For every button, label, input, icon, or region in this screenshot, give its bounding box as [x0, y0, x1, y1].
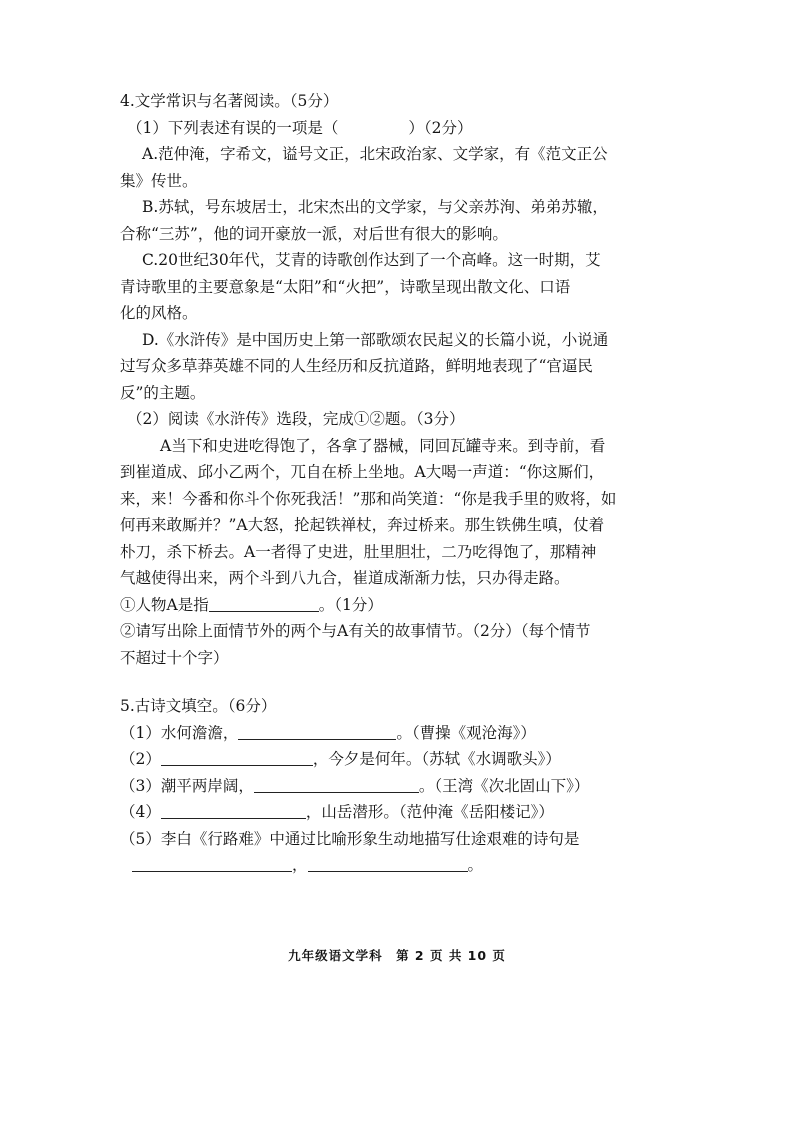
option-b-line1: B.苏轼，号东坡居士，北宋杰出的文学家，与父亲苏洵、弟弟苏辙， [142, 198, 608, 216]
option-d-line3: 反”的主题。 [120, 383, 206, 402]
option-c-line1: C.20世纪30年代，艾青的诗歌创作达到了一个高峰。这一时期，艾 [142, 251, 601, 269]
page-footer: 九年级语文学科 第 2 页 共 10 页 [288, 948, 506, 963]
character-answer-blank[interactable] [209, 595, 319, 612]
option-c-line2: 青诗歌里的主要意象是“太阳”和“火把”，诗歌呈现出散文化、口语 [120, 277, 571, 296]
passage-line3: 来，来！今番和你斗个你死我活！”那和尚笑道：“你是我手里的败将，如 [120, 489, 617, 508]
q5-item5-period: 。 [467, 856, 484, 874]
q5-item2 [120, 746, 675, 773]
q4-title: 4.文学常识与名著阅读。（5分） [120, 92, 339, 110]
passage-line2: 到崔道成、邱小乙两个，兀自在桥上坐地。A大喝一声道：“你这厮们， [120, 463, 605, 481]
q4-sub2-item1 [120, 592, 675, 619]
q4-item1-text: ①人物A是指 [120, 595, 209, 614]
q5-item3-source: 。（王湾《次北固山下》） [418, 776, 590, 795]
q4-sub1-score: ）（2分） [408, 118, 473, 137]
option-c-line3: 化的风格。 [120, 304, 198, 322]
q5-item5-line2 [120, 852, 675, 879]
q5-item2-source: ，今夕是何年。（苏轼《水调歌头》） [312, 750, 561, 768]
passage-line4: 何再来敢厮并？”A大怒，抡起铁禅杖，奔过桥来。那生铁佛生嗔，仗着 [120, 516, 605, 534]
option-b-line2: 合称“三苏”，他的词开豪放一派，对后世有很大的影响。 [120, 224, 508, 243]
option-a-line1: A.范仲淹，字希文，谥号文正，北宋政治家、文学家，有《范文正公 [142, 145, 608, 163]
option-d-line2: 过写众多草莽英雄不同的人生经历和反抗道路，鲜明地表现了“官逼民 [120, 357, 593, 375]
q5-item4-source: ，山岳潜形。（范仲淹《岳阳楼记》） [305, 803, 554, 821]
poem-blank-2[interactable] [161, 750, 313, 767]
q4-sub2-item2-line2: 不超过十个字） [120, 648, 229, 667]
passage-line5: 朴刀，杀下桥去。A一者得了史进，肚里胆壮，二乃吃得饱了，那精神 [120, 542, 597, 561]
q5-item4-text: （4） [120, 803, 161, 821]
poem-blank-4[interactable] [161, 803, 306, 820]
q5-item1-source: 。（曹操《观沧海》） [396, 723, 536, 742]
passage-line6: 气越使得出来，两个斗到八九合，崔道成渐渐力怯，只办得走路。 [120, 569, 570, 587]
q4-sub2-item2-line1: ②请写出除上面情节外的两个与A有关的故事情节。（2分）（每个情节 [120, 622, 591, 640]
q5-item3-text: （3）潮平两岸阔， [120, 776, 254, 795]
exam-content [120, 88, 675, 879]
poem-blank-3[interactable] [254, 776, 419, 793]
q5-item2-text: （2） [120, 750, 161, 768]
q5-item4 [120, 799, 675, 826]
q5-item3 [120, 773, 675, 800]
poem-blank-5a[interactable] [132, 856, 292, 873]
q5-item1-text: （1）水何澹澹， [120, 723, 239, 742]
q5-title: 5.古诗文填空。（6分） [120, 697, 277, 715]
q5-item5-comma: ， [292, 856, 308, 874]
option-a-line2: 集》传世。 [120, 171, 198, 190]
poem-blank-1[interactable] [238, 723, 396, 740]
poem-blank-5b[interactable] [308, 856, 468, 873]
q4-item1-score: 。（1分） [318, 595, 383, 614]
q4-sub1-question [120, 115, 675, 142]
q4-sub1-text: （1）下列表述有误的一项是（ [127, 118, 339, 137]
passage-line1: A当下和史进吃得饱了，各拿了器械，同回瓦罐寺来。到寺前，看 [160, 436, 606, 455]
option-d-line1: D.《水浒传》是中国历史上第一部歌颂农民起义的长篇小说，小说通 [142, 330, 609, 349]
q5-item5-line1: （5）李白《行路难》中通过比喻形象生动地描写仕途艰难的诗句是 [120, 829, 580, 848]
q4-sub2-title: （2）阅读《水浒传》选段，完成①②题。（3分） [127, 410, 465, 428]
q5-item1 [120, 720, 675, 747]
